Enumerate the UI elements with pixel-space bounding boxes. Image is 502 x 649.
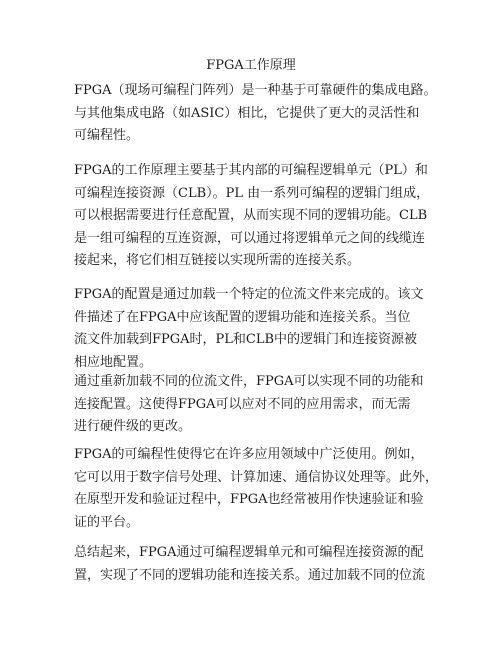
document-title: FPGA工作原理 [206,58,296,73]
paragraph-intro [74,80,446,148]
paragraph-line: 总结起来，FPGA通过可编程逻辑单元和可编程连接资源的配 [74,545,424,560]
paragraph-line: 证的平台。 [74,514,140,530]
paragraph-line: 它可以用于数字信号处理、计算加速、通信协议处理等。此外， [74,469,439,485]
paragraph-line: 可编程连接资源（CLB）。PL 由一系列可编程的逻辑门组成， [74,185,430,201]
paragraph-line: 可以根据需要进行任意配置，从而实现不同的逻辑功能。CLB [74,208,428,223]
paragraph-configuration [74,284,446,374]
paragraph-line: 与其他集成电路（如ASIC）相比，它提供了更大的灵活性和 [74,105,420,121]
paragraph-line: FPGA的配置是通过加载一个特定的位流文件来完成的。该文 [74,287,424,302]
paragraph-summary [74,542,446,587]
paragraph-line: 流文件加载到FPGA时，PL和CLB中的逻辑门和连接资源被 [74,332,418,347]
paragraph-line: 接起来，将它们相互链接以实现所需的连接关系。 [74,253,361,268]
paragraph-line: 是一组可编程的互连资源，可以通过将逻辑单元之间的线缆连 [74,230,426,246]
paragraph-line: FPGA（现场可编程门阵列）是一种基于可靠硬件的集成电路。 [74,83,437,98]
paragraph-applications [74,444,446,534]
paragraph-line: 在原型开发和验证过程中，FPGA也经常被用作快速验证和验 [74,492,424,507]
paragraph-line: 通过重新加载不同的位流文件，FPGA可以实现不同的功能和 [74,374,424,389]
paragraph-line: 置，实现了不同的逻辑功能和连接关系。通过加载不同的位流 [74,567,426,583]
paragraph-reconfiguration [74,371,446,439]
paragraph-line: 连接配置。这使得FPGA可以应对不同的应用需求，而无需 [74,396,411,412]
paragraph-working-principle [74,160,446,273]
paragraph-line: 可编程性。 [74,128,140,143]
paragraph-line: 件描述了在FPGA中应该配置的逻辑功能和连接关系。当位 [74,309,411,325]
paragraph-line: 进行硬件级的更改。 [74,419,192,434]
paragraph-line: FPGA的可编程性使得它在许多应用领域中广泛使用。例如， [74,447,424,462]
paragraph-line: FPGA的工作原理主要基于其内部的可编程逻辑单元（PL）和 [74,163,428,178]
paragraph-line: 相应地配置。 [74,354,153,370]
